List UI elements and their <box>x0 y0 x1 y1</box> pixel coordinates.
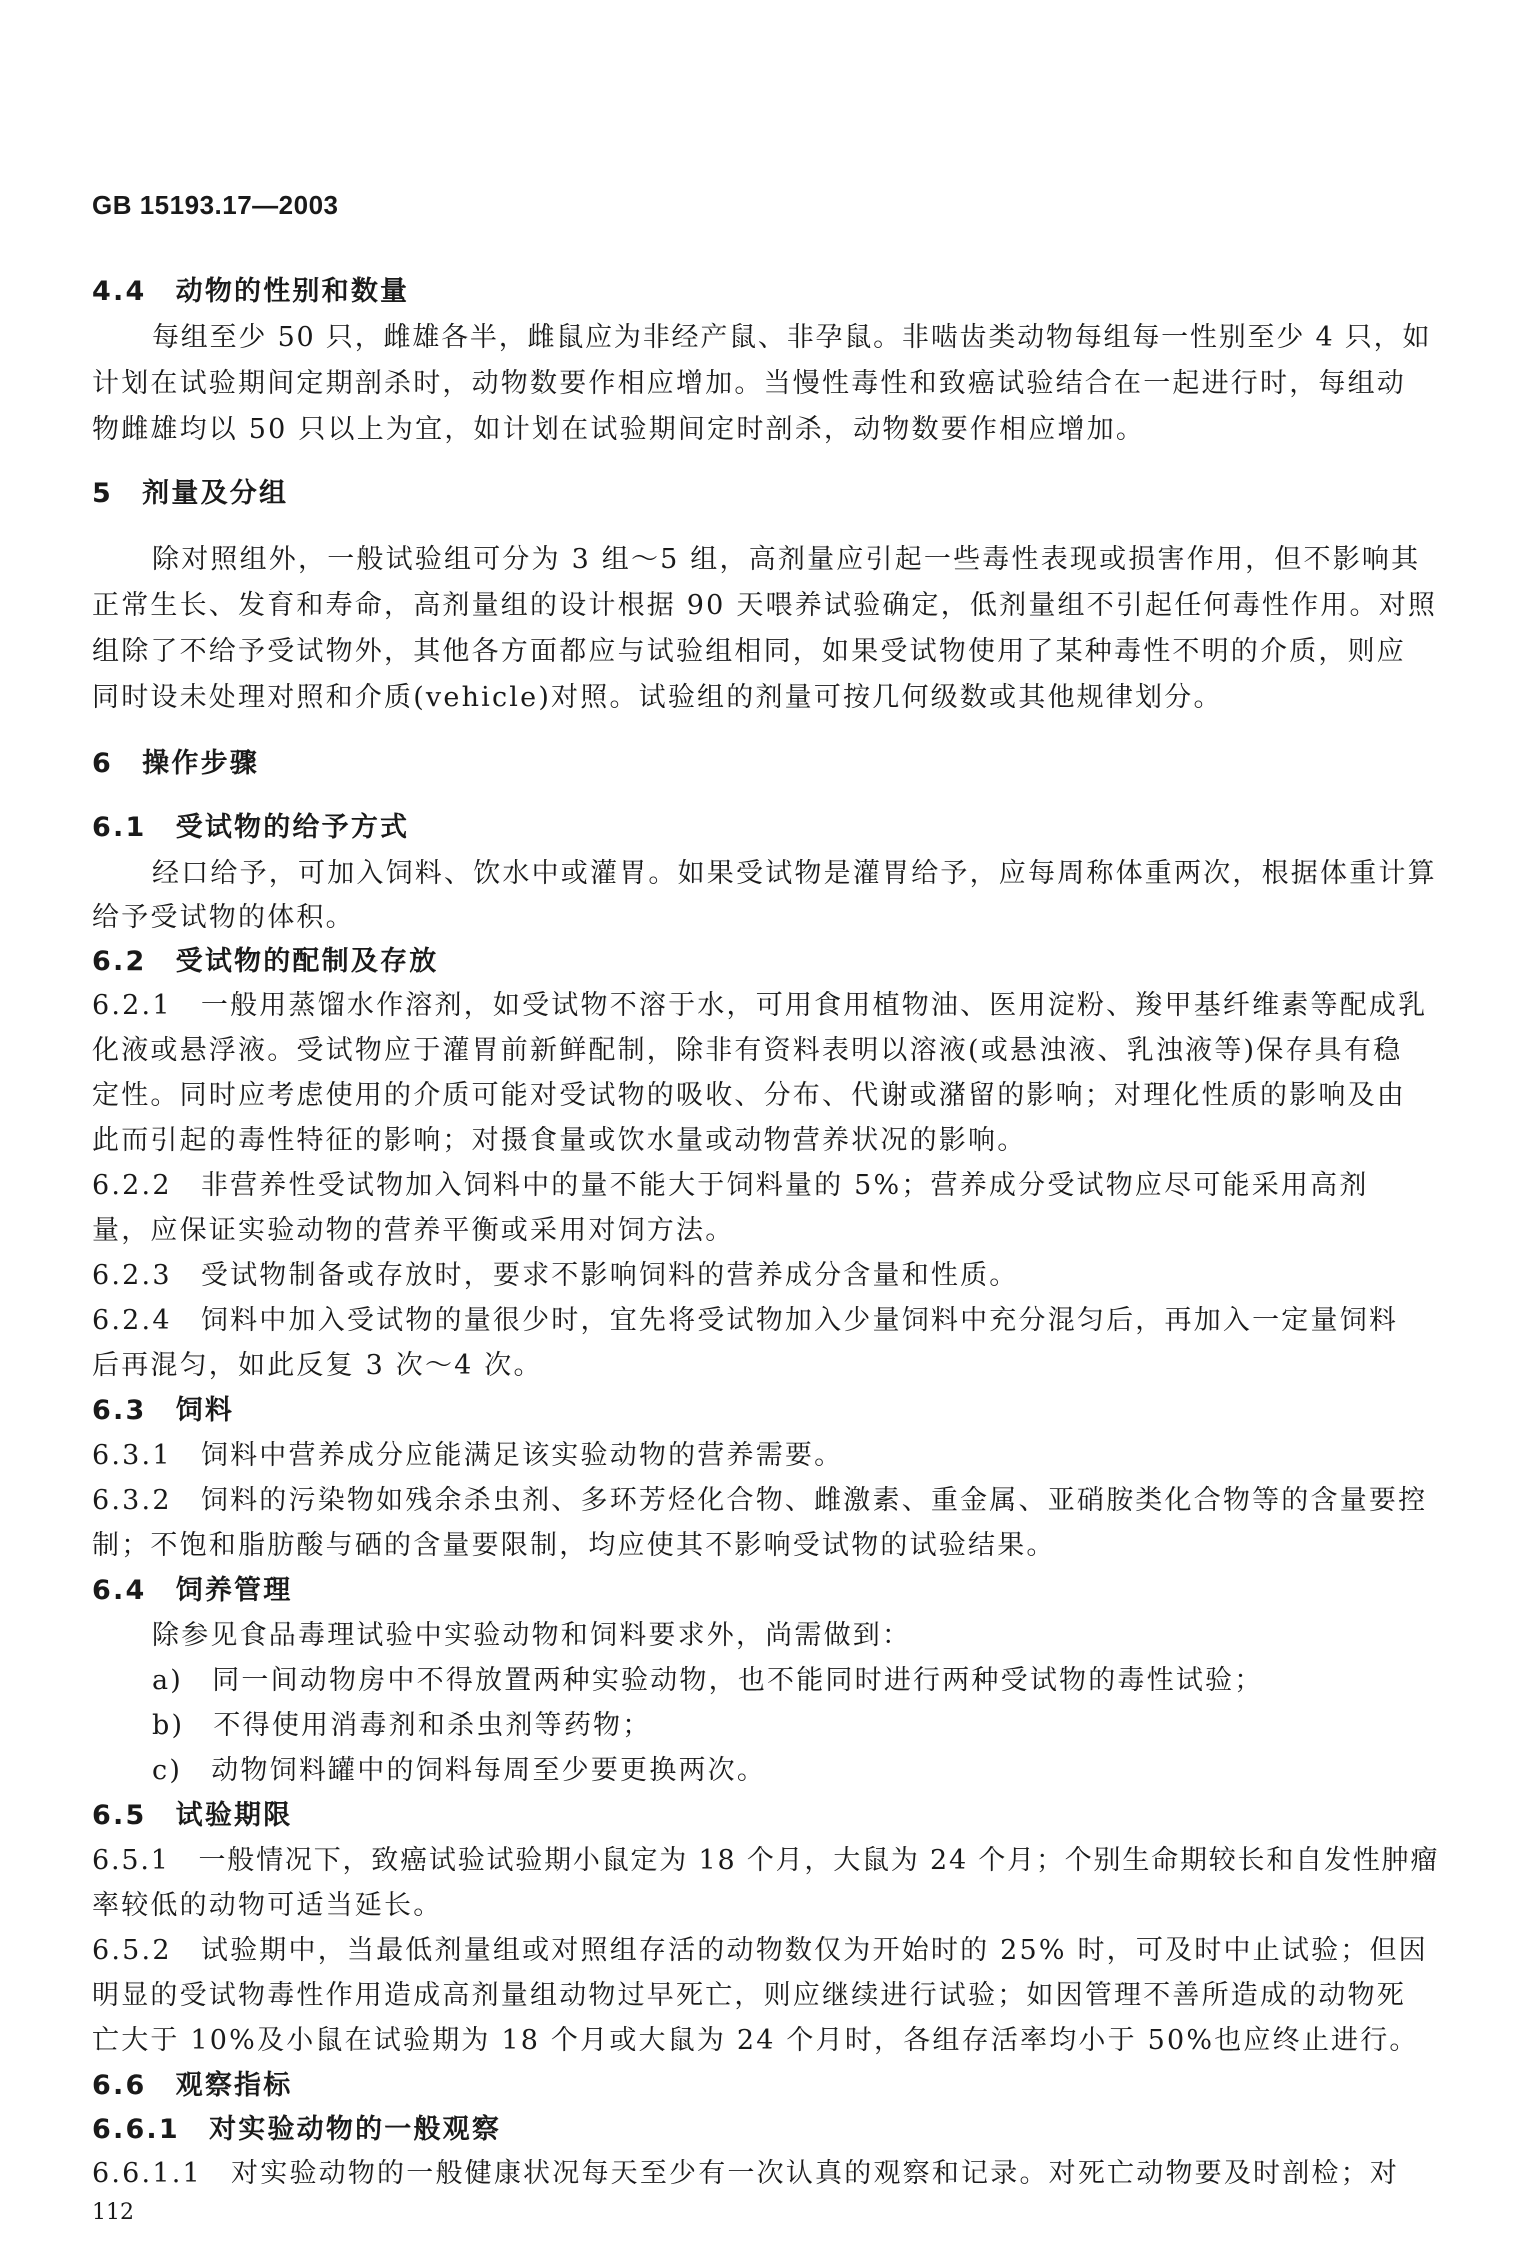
paragraph-line: 给予受试物的体积。 <box>92 902 355 933</box>
section-heading: 6 操作步骤 <box>92 748 259 779</box>
section-heading: 6.1 受试物的给予方式 <box>92 812 410 843</box>
paragraph-line: 制；不饱和脂肪酸与硒的含量要限制，均应使其不影响受试物的试验结果。 <box>92 1530 1056 1561</box>
paragraph-line: 同时设未处理对照和介质(vehicle)对照。试验组的剂量可按几何级数或其他规律划分。 <box>92 682 1223 713</box>
paragraph-line: 除参见食品毒理试验中实验动物和饲料要求外，尚需做到： <box>152 1620 912 1651</box>
section-heading: 6.2 受试物的配制及存放 <box>92 946 439 977</box>
paragraph-line: 计划在试验期间定期剖杀时，动物数要作相应增加。当慢性毒性和致癌试验结合在一起进行时，每组动 <box>92 368 1406 399</box>
list-item: a) 同一间动物房中不得放置两种实验动物，也不能同时进行两种受试物的毒性试验； <box>152 1665 1264 1696</box>
paragraph-line: 6.2.4 饲料中加入受试物的量很少时，宜先将受试物加入少量饲料中充分混匀后，再加入一定量饲料 <box>92 1305 1399 1336</box>
paragraph-line: 6.2.2 非营养性受试物加入饲料中的量不能大于饲料量的 5%；营养成分受试物应尽可能采用高剂 <box>92 1170 1369 1201</box>
paragraph-line: 6.2.3 受试物制备或存放时，要求不影响饲料的营养成分含量和性质。 <box>92 1260 1019 1291</box>
paragraph-line: 物雌雄均以 50 只以上为宜，如计划在试验期间定时剖杀，动物数要作相应增加。 <box>92 414 1146 445</box>
paragraph-line: 除对照组外，一般试验组可分为 3 组～5 组，高剂量应引起一些毒性表现或损害作用，但不影响其 <box>152 544 1421 575</box>
paragraph-line: 每组至少 50 只，雌雄各半，雌鼠应为非经产鼠、非孕鼠。非啮齿类动物每组每一性别至少 4 只，如 <box>152 322 1432 353</box>
section-heading: 6.6.1 对实验动物的一般观察 <box>92 2114 502 2145</box>
paragraph-line: 化液或悬浮液。受试物应于灌胃前新鲜配制，除非有资料表明以溶液(或悬浊液、乳浊液等)保存具有稳 <box>92 1035 1403 1066</box>
paragraph-line: 6.3.2 饲料的污染物如残余杀虫剂、多环芳烃化合物、雌激素、重金属、亚硝胺类化合物等的含量要控 <box>92 1485 1428 1516</box>
list-item: b) 不得使用消毒剂和杀虫剂等药物； <box>152 1710 652 1741</box>
paragraph-line: 此而引起的毒性特征的影响；对摄食量或饮水量或动物营养状况的影响。 <box>92 1125 1027 1156</box>
paragraph-line: 后再混匀，如此反复 3 次～4 次。 <box>92 1350 543 1381</box>
paragraph-line: 6.5.1 一般情况下，致癌试验试验期小鼠定为 18 个月，大鼠为 24 个月；个别生命期较长和自发性肿瘤 <box>92 1845 1440 1876</box>
paragraph-line: 亡大于 10%及小鼠在试验期为 18 个月或大鼠为 24 个月时，各组存活率均小于 50%也应终止进行。 <box>92 2025 1419 2056</box>
section-heading: 5 剂量及分组 <box>92 478 289 509</box>
paragraph-line: 6.5.2 试验期中，当最低剂量组或对照组存活的动物数仅为开始时的 25% 时，可及时中止试验；但因 <box>92 1935 1428 1966</box>
section-heading: 6.3 饲料 <box>92 1395 235 1426</box>
paragraph-line: 组除了不给予受试物外，其他各方面都应与试验组相同，如果受试物使用了某种毒性不明的介质，则应 <box>92 636 1406 667</box>
paragraph-line: 明显的受试物毒性作用造成高剂量组动物过早死亡，则应继续进行试验；如因管理不善所造成的动物死 <box>92 1980 1406 2011</box>
section-heading: 6.6 观察指标 <box>92 2070 293 2101</box>
paragraph-line: 定性。同时应考虑使用的介质可能对受试物的吸收、分布、代谢或潴留的影响；对理化性质的影响及由 <box>92 1080 1406 1111</box>
standard-number-header: GB 15193.17—2003 <box>92 190 339 220</box>
section-heading: 6.4 饲养管理 <box>92 1575 293 1606</box>
paragraph-line: 正常生长、发育和寿命，高剂量组的设计根据 90 天喂养试验确定，低剂量组不引起任何毒性作用。对照 <box>92 590 1438 621</box>
paragraph-line: 量，应保证实验动物的营养平衡或采用对饲方法。 <box>92 1215 735 1246</box>
page-number: 112 <box>92 2200 134 2225</box>
paragraph-line: 6.6.1.1 对实验动物的一般健康状况每天至少有一次认真的观察和记录。对死亡动物要及时剖检；对 <box>92 2158 1400 2189</box>
section-heading: 4.4 动物的性别和数量 <box>92 276 410 307</box>
paragraph-line: 6.3.1 饲料中营养成分应能满足该实验动物的营养需要。 <box>92 1440 844 1471</box>
list-item: c) 动物饲料罐中的饲料每周至少要更换两次。 <box>152 1755 767 1786</box>
section-heading: 6.5 试验期限 <box>92 1800 293 1831</box>
paragraph-line: 6.2.1 一般用蒸馏水作溶剂，如受试物不溶于水，可用食用植物油、医用淀粉、羧甲基纤维素等配成乳 <box>92 990 1428 1021</box>
paragraph-line: 经口给予，可加入饲料、饮水中或灌胃。如果受试物是灌胃给予，应每周称体重两次，根据体重计算 <box>152 858 1437 889</box>
paragraph-line: 率较低的动物可适当延长。 <box>92 1890 443 1921</box>
